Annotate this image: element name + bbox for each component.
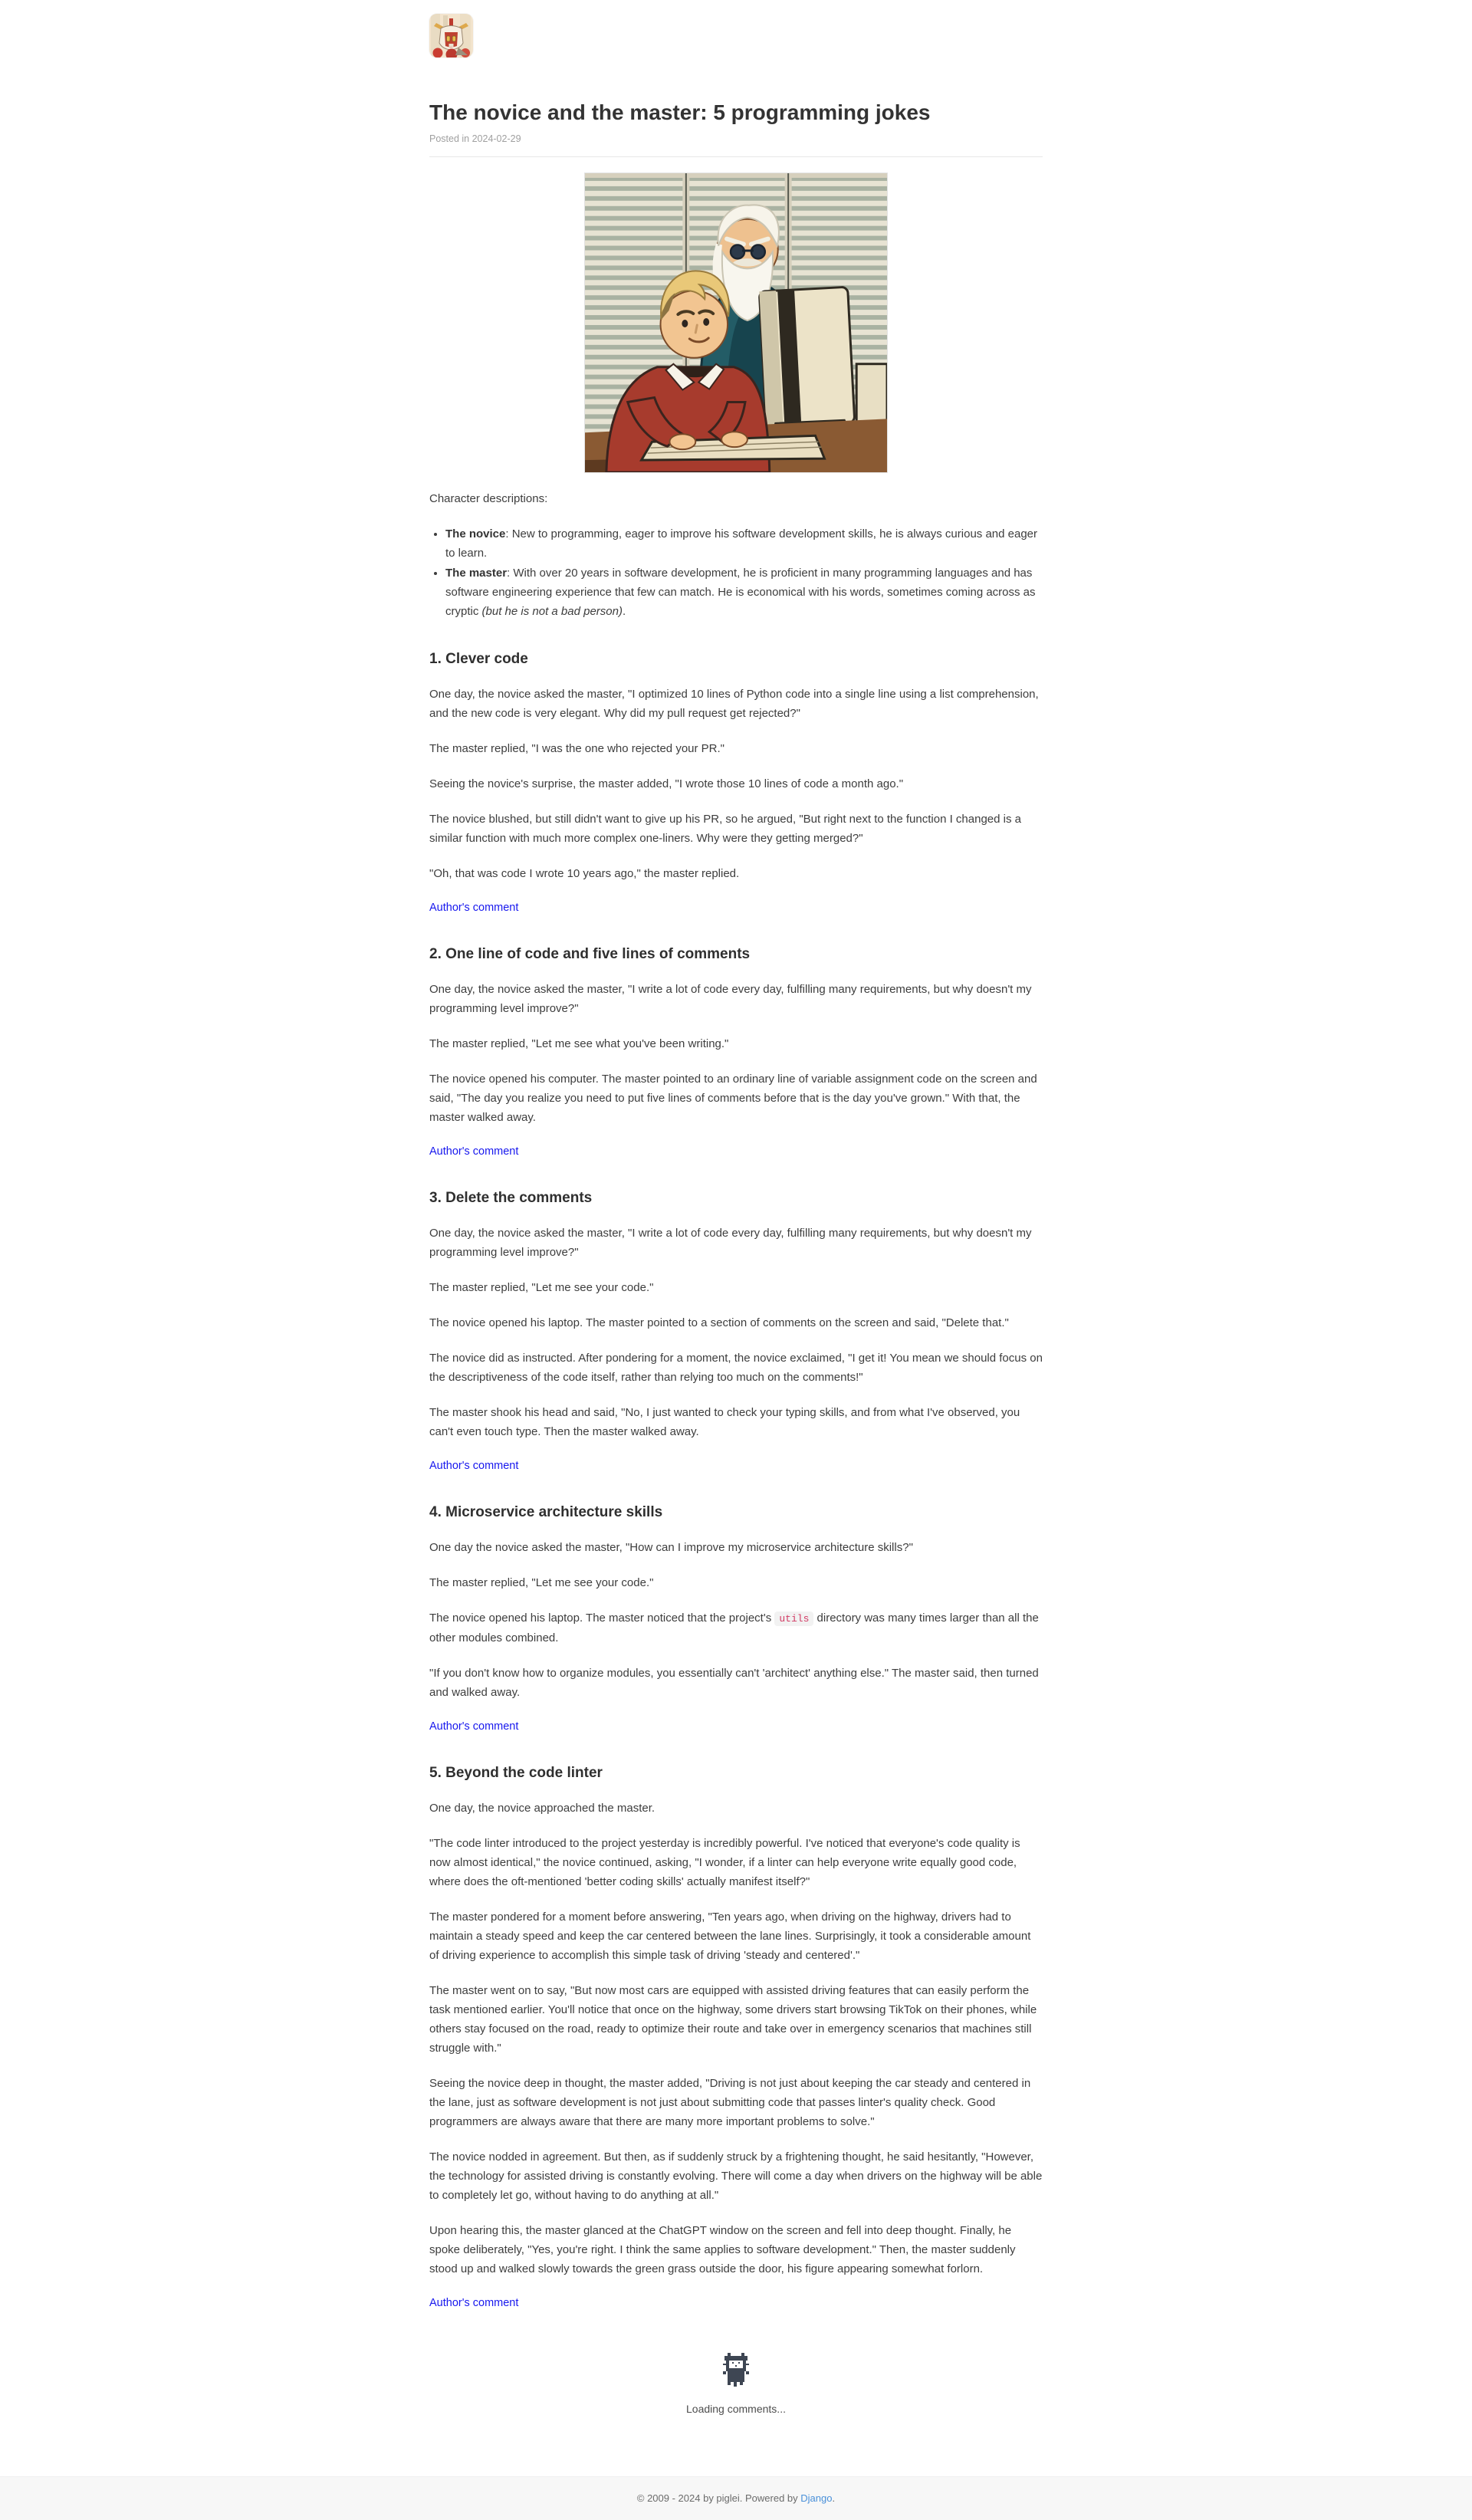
authors-comment-link[interactable]: Author's comment [429, 1460, 519, 1472]
characters-intro: Character descriptions: [429, 492, 548, 505]
character-description-item: • The master: With over 20 years in software development, he is proficient in many programming languages and has software engineering experience that few can match. He is economical with his words, sometimes coming across as cryptic (but he is not a bad person). [445, 563, 1043, 621]
footer-copyright: © 2009 - 2024 by piglei. Powered by [636, 2492, 801, 2504]
section-heading: 3. Delete the comments [429, 1190, 593, 1206]
footer-suffix: . [832, 2492, 836, 2504]
story-paragraph: The master replied, "Let me see your code." [429, 1576, 654, 1589]
hero-image [429, 172, 1043, 473]
story-paragraph: The novice blushed, but still didn't want to give up his PR, so he argued, "But right next to the function I changed is a similar function with much more complex one-liners. Why were they getting merged?" [429, 813, 1021, 845]
joke-section-2 [429, 945, 1043, 1160]
site-footer [0, 2476, 1472, 2520]
authors-comment-link[interactable]: Author's comment [429, 902, 519, 914]
comments-block [429, 2353, 1043, 2415]
story-paragraph: The master pondered for a moment before answering, "Ten years ago, when driving on the highway, drivers had to maintain a steady speed and keep the car centered between the lane lines. Surprisingly, it took a considerable amount of driving experience to accomplish this simple task of driving 'steady and centered'." [429, 1911, 1031, 1962]
story-paragraph: One day the novice asked the master, "How can I improve my microservice architecture skills?" [429, 1541, 913, 1554]
site-logo-link[interactable] [429, 14, 473, 57]
story-paragraph: Upon hearing this, the master glanced at the ChatGPT window on the screen and fell into deep thought. Finally, he spoke deliberately, "Yes, you're right. I think the same applies to software development." Then, the master suddenly stood up and walked slowly towards the green grass outside the door, his figure appearing somewhat forlorn. [429, 2224, 1016, 2275]
story-paragraph: "If you don't know how to organize modules, you essentially can't 'architect' anything else." The master said, then turned and walked away. [429, 1667, 1039, 1699]
story-paragraph: Seeing the novice's surprise, the master added, "I wrote those 10 lines of code a month ago." [429, 777, 904, 790]
section-heading: 1. Clever code [429, 651, 528, 667]
story-paragraph: One day, the novice asked the master, "I write a lot of code every day, fulfilling many requirements, but why doesn't my programming level improve?" [429, 983, 1032, 1015]
story-paragraph: The novice opened his laptop. The master pointed to a section of comments on the screen and said, "Delete that." [429, 1316, 1009, 1329]
story-paragraph: "The code linter introduced to the project yesterday is incredibly powerful. I've noticed that everyone's code quality is now almost identical," the novice continued, asking, "I wonder, if a linter can help everyone write equally good code, where does the oft-mentioned 'better coding skills' actually manifest itself?" [429, 1837, 1020, 1888]
story-paragraph: Seeing the novice deep in thought, the master added, "Driving is not just about keeping the car steady and centered in the lane, just as software development is not just about submitting code that passes linter's quality check. Good programmers are always aware that there are many more important problems to solve." [429, 2077, 1031, 2128]
story-paragraph: The novice did as instructed. After pondering for a moment, the novice exclaimed, "I get it! You mean we should focus on the descriptiveness of the code itself, rather than relying too much on the comments!" [429, 1352, 1043, 1384]
story-paragraph: The master shook his head and said, "No, I just wanted to check your typing skills, and from what I've observed, you can't even touch type. Then the master walked away. [429, 1406, 1020, 1438]
posted-date: Posted in 2024-02-29 [429, 133, 521, 144]
novice-and-master-illustration-icon [584, 463, 888, 476]
story-paragraph: The novice opened his computer. The master pointed to an ordinary line of variable assignment code on the screen and said, "The day you realize you need to put five lines of comments before that is the day you've grown." With that, the master walked away. [429, 1073, 1037, 1124]
story-paragraph: "Oh, that was code I wrote 10 years ago," the master replied. [429, 867, 740, 880]
story-paragraph: The novice nodded in agreement. But then, as if suddenly struck by a frightening thought, he said hesitantly, "However, the technology for assisted driving is constantly evolving. There will come a day when drivers on the highway will be able to completely let go, without having to do anything at all." [429, 2150, 1043, 2202]
inline-code: utils [774, 1612, 813, 1626]
authors-comment-link[interactable]: Author's comment [429, 1145, 519, 1158]
robot-avatar-icon [429, 48, 473, 57]
story-paragraph: One day, the novice asked the master, "I optimized 10 lines of Python code into a single line using a list comprehension, and the new code is very elegant. Why did my pull request get rejected?" [429, 688, 1039, 720]
story-paragraph: The novice opened his laptop. The master noticed that the project's utils directory was many times larger than all the other modules combined. [429, 1612, 1039, 1644]
django-link[interactable]: Django [800, 2492, 833, 2504]
post-page [429, 0, 1043, 2415]
joke-section-1 [429, 650, 1043, 916]
joke-section-5 [429, 1764, 1043, 2311]
story-paragraph: The master went on to say, "But now most cars are equipped with assisted driving features that can easily perform the task mentioned earlier. You'll notice that once on the highway, some drivers start browsing TikTok on their phones, while others stay focused on the road, ready to optimize their route and take over in emergency scenarios that machines still struggle with." [429, 1984, 1037, 2055]
story-paragraph: The master replied, "I was the one who rejected your PR." [429, 742, 724, 755]
joke-section-4 [429, 1503, 1043, 1735]
section-heading: 2. One line of code and five lines of comments [429, 946, 751, 962]
authors-comment-link[interactable]: Author's comment [429, 2297, 519, 2309]
story-paragraph: One day, the novice approached the master. [429, 1802, 656, 1815]
authors-comment-link[interactable]: Author's comment [429, 1720, 519, 1733]
joke-sections [429, 650, 1043, 2311]
story-paragraph: The master replied, "Let me see what you've been writing." [429, 1037, 729, 1050]
story-paragraph: One day, the novice asked the master, "I write a lot of code every day, fulfilling many requirements, but why doesn't my programming level improve?" [429, 1227, 1032, 1259]
header-divider [429, 156, 1043, 157]
pixel-cat-mascot-icon [723, 2353, 749, 2388]
post-title: The novice and the master: 5 programming jokes [429, 100, 931, 124]
section-heading: 5. Beyond the code linter [429, 1765, 603, 1781]
story-paragraph: The master replied, "Let me see your code." [429, 1281, 654, 1294]
section-heading: 4. Microservice architecture skills [429, 1504, 663, 1520]
character-list [429, 524, 1043, 621]
joke-section-3 [429, 1189, 1043, 1474]
character-description-item: • The novice: New to programming, eager to improve his software development skills, he is always curious and eager to learn. [445, 524, 1043, 563]
loading-comments-text: Loading comments... [686, 2403, 786, 2415]
